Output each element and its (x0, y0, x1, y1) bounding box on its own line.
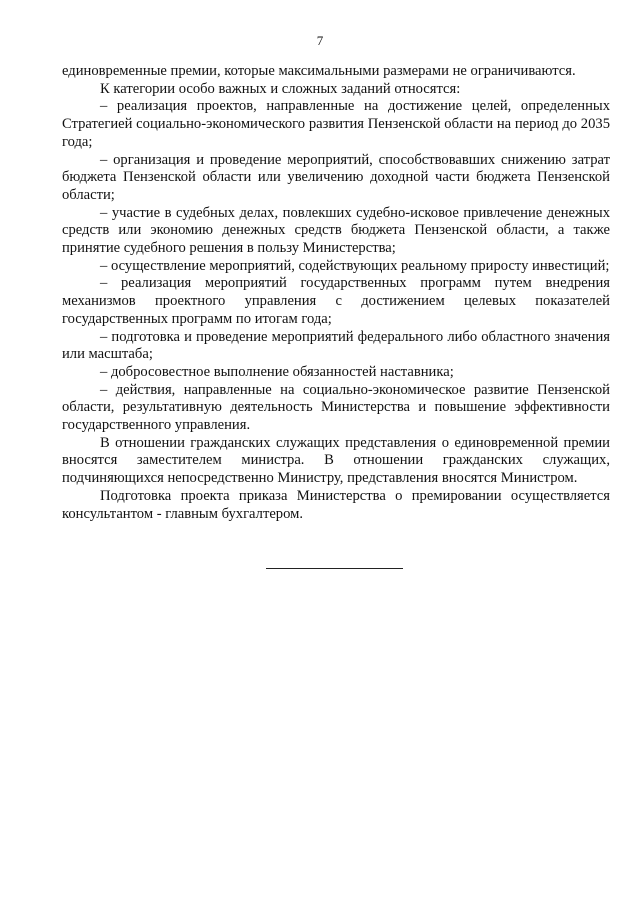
end-divider (266, 568, 403, 569)
list-item-federal-events: – подготовка и проведение мероприятий федерального либо областного значения или масштаба; (62, 328, 610, 363)
list-item-budget-events: – организация и проведение мероприятий, способствовавших снижению затрат бюджета Пензенской области или увеличению доходной части бюджета Пензенской области; (62, 151, 610, 203)
paragraph-categories-intro: К категории особо важных и сложных заданий относятся: (100, 80, 461, 97)
paragraph-submissions: В отношении гражданских служащих представления о единовременной премии вносятся заместителем министра. В отношении гражданских служащих, подчиняющихся непосредственно Министру, представления вносятся Министром. (62, 434, 610, 487)
paragraph-order-preparation: Подготовка проекта приказа Министерства о премировании осуществляется консультантом - главным бухгалтером. (62, 487, 610, 522)
list-item-strategy-projects: – реализация проектов, направленные на достижение целей, определенных Стратегией социально-экономического развития Пензенской области на период до 2035 года; (62, 98, 610, 150)
list-item-court-cases: – участие в судебных делах, повлекших судебно-исковое привлечение денежных средств или экономию денежных средств бюджета Пензенской области, а также принятие судебного решения в пользу Министерства; (62, 204, 610, 257)
list-item-mentor: – добросовестное выполнение обязанностей наставника; (100, 363, 454, 380)
document-body (62, 63, 610, 523)
list-item-investment: – осуществление мероприятий, содействующих реальному приросту инвестиций; (100, 257, 610, 274)
paragraph-continuation: единовременные премии, которые максимальными размерами не ограничиваются. (62, 63, 576, 79)
list-item-development-actions: – действия, направленные на социально-экономическое развитие Пензенской области, результативную деятельность Министерства и повышение эффективности государственного управления. (62, 381, 610, 434)
page-number: 7 (316, 33, 324, 48)
list-item-state-programs: – реализация мероприятий государственных программ путем внедрения механизмов проектного управления с достижением целевых показателей государственных программ по итогам года; (62, 275, 610, 327)
